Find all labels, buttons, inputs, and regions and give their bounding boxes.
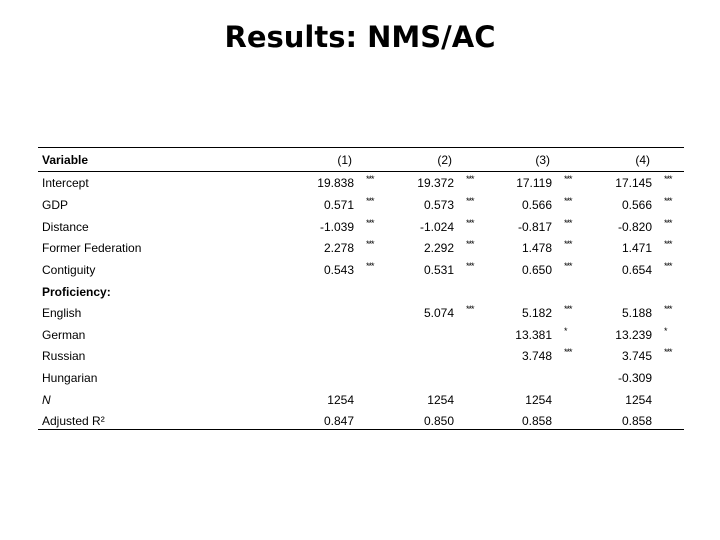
coef-value: 19.372 <box>417 176 454 190</box>
row-label: Contiguity <box>42 263 96 277</box>
row-label: English <box>42 306 82 320</box>
significance-stars: *** <box>564 261 572 271</box>
row-label: Adjusted R² <box>42 414 105 428</box>
table-row <box>38 411 684 431</box>
significance-stars: *** <box>564 304 572 314</box>
table-row <box>38 325 684 345</box>
significance-stars: *** <box>564 218 572 228</box>
significance-stars: *** <box>664 261 672 271</box>
coef-value: 17.119 <box>516 176 552 190</box>
table-row <box>38 282 684 302</box>
significance-stars: *** <box>466 174 474 184</box>
slide-title: Results: NMS/AC <box>224 20 496 54</box>
table-bottom-rule <box>38 429 684 430</box>
coef-value: 3.748 <box>521 349 552 363</box>
significance-stars: *** <box>366 174 374 184</box>
table-row <box>38 238 684 258</box>
coef-value: 1254 <box>525 393 552 407</box>
coef-value: 1.471 <box>621 241 652 255</box>
row-label: Russian <box>42 349 86 363</box>
table-row <box>38 368 684 388</box>
coef-value: 2.292 <box>423 241 454 255</box>
significance-stars: *** <box>664 196 672 206</box>
significance-stars: *** <box>664 218 672 228</box>
table-row <box>38 260 684 280</box>
table-header-row <box>38 150 684 170</box>
row-label: Intercept <box>42 176 89 190</box>
header-variable: Variable <box>42 153 89 167</box>
table-row <box>38 303 684 323</box>
coef-value: 1.478 <box>521 241 552 255</box>
coef-value: 17.145 <box>615 176 652 190</box>
coef-value: 0.573 <box>423 198 454 212</box>
coef-value: 3.745 <box>621 349 652 363</box>
coef-value: 5.182 <box>521 306 552 320</box>
header-col-3: (3) <box>535 153 550 167</box>
coef-value: 0.858 <box>621 414 652 428</box>
coef-value: 0.566 <box>621 198 652 212</box>
significance-stars: *** <box>664 174 672 184</box>
coef-value: 19.838 <box>317 176 354 190</box>
coef-value: -0.820 <box>617 220 652 234</box>
table-top-rule <box>38 147 684 148</box>
header-col-1: (1) <box>337 153 352 167</box>
coef-value: 0.847 <box>323 414 354 428</box>
header-bottom-rule <box>38 171 684 172</box>
row-label: Hungarian <box>42 371 98 385</box>
significance-stars: *** <box>564 196 572 206</box>
significance-stars: * <box>564 326 567 336</box>
coef-value: 1254 <box>427 393 454 407</box>
significance-stars: *** <box>564 174 572 184</box>
significance-stars: * <box>664 326 667 336</box>
coef-value: 13.381 <box>515 328 552 342</box>
coef-value: 0.654 <box>621 263 652 277</box>
significance-stars: *** <box>466 196 474 206</box>
section-label: Proficiency: <box>42 285 111 299</box>
significance-stars: *** <box>366 196 374 206</box>
significance-stars: *** <box>466 218 474 228</box>
table-row <box>38 217 684 237</box>
table-row <box>38 173 684 193</box>
coef-value: 0.531 <box>423 263 454 277</box>
coef-value: -0.817 <box>517 220 552 234</box>
coef-value: 0.850 <box>423 414 454 428</box>
table-row <box>38 346 684 366</box>
coef-value: 5.074 <box>423 306 454 320</box>
significance-stars: *** <box>664 347 672 357</box>
row-label: Former Federation <box>42 241 142 255</box>
significance-stars: *** <box>366 218 374 228</box>
header-col-4: (4) <box>635 153 650 167</box>
significance-stars: *** <box>564 239 572 249</box>
significance-stars: *** <box>366 239 374 249</box>
coef-value: 1254 <box>625 393 652 407</box>
significance-stars: *** <box>664 239 672 249</box>
coef-value: 0.858 <box>521 414 552 428</box>
row-label: German <box>42 328 86 342</box>
row-label: Distance <box>42 220 89 234</box>
significance-stars: *** <box>664 304 672 314</box>
coef-value: 1254 <box>327 393 354 407</box>
coef-value: 0.650 <box>521 263 552 277</box>
coef-value: -0.309 <box>617 371 652 385</box>
coef-value: -1.024 <box>419 220 454 234</box>
row-label: N <box>42 393 51 407</box>
significance-stars: *** <box>466 261 474 271</box>
row-label: GDP <box>42 198 69 212</box>
significance-stars: *** <box>564 347 572 357</box>
coef-value: 2.278 <box>323 241 354 255</box>
coef-value: 0.543 <box>323 263 354 277</box>
coef-value: -1.039 <box>319 220 354 234</box>
significance-stars: *** <box>466 239 474 249</box>
coef-value: 0.566 <box>521 198 552 212</box>
significance-stars: *** <box>366 261 374 271</box>
header-col-2: (2) <box>437 153 452 167</box>
table-row <box>38 390 684 410</box>
coef-value: 0.571 <box>323 198 354 212</box>
table-row <box>38 195 684 215</box>
significance-stars: *** <box>466 304 474 314</box>
coef-value: 5.188 <box>621 306 652 320</box>
coef-value: 13.239 <box>615 328 652 342</box>
